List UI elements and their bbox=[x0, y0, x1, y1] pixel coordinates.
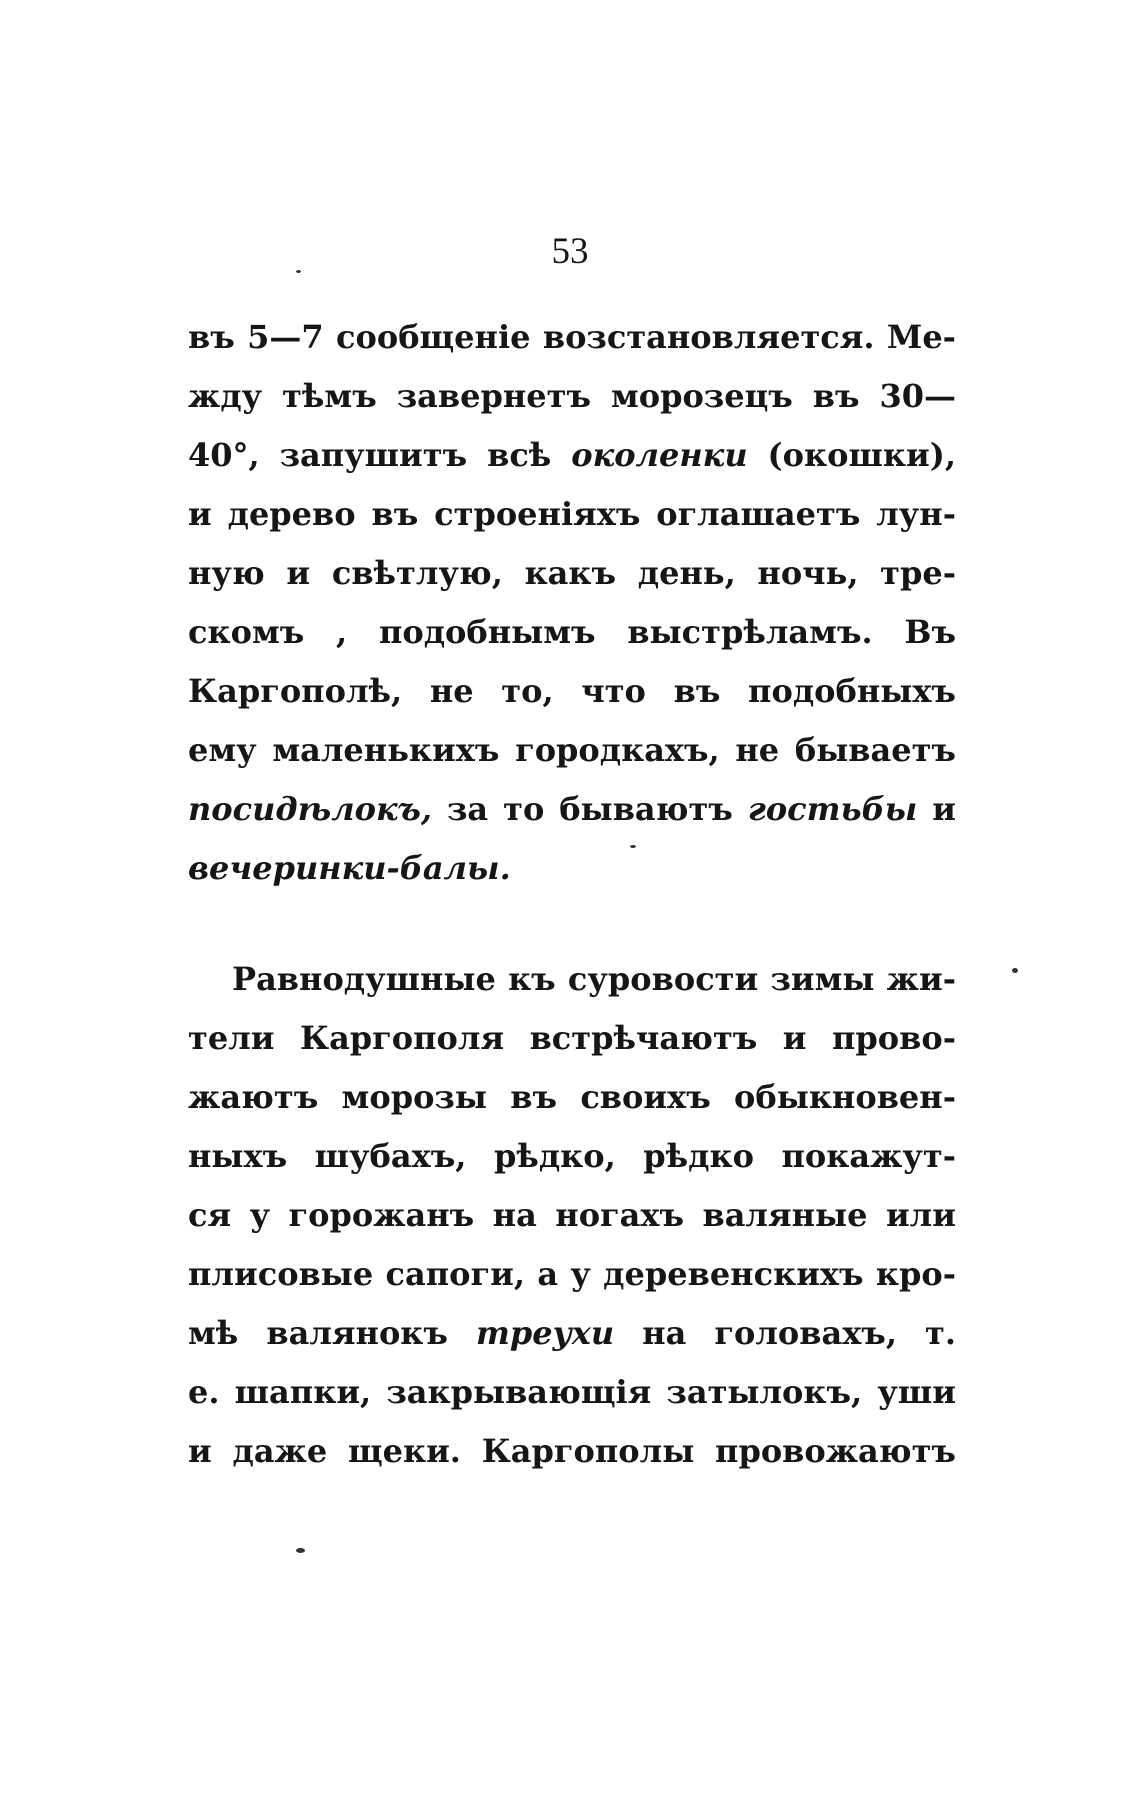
text-line bbox=[188, 603, 956, 662]
text-line bbox=[188, 1363, 956, 1422]
word: жду bbox=[188, 377, 263, 415]
word: и bbox=[188, 1432, 212, 1470]
word: 30— bbox=[879, 377, 956, 415]
word: лун- bbox=[876, 495, 956, 533]
word: даже bbox=[232, 1432, 328, 1470]
word: бываетъ bbox=[794, 731, 956, 769]
word: провожаютъ bbox=[715, 1432, 956, 1470]
word: и bbox=[286, 554, 311, 592]
text-line bbox=[188, 1422, 956, 1481]
word: покажут- bbox=[781, 1137, 956, 1175]
word: ему bbox=[188, 731, 257, 769]
italic-word: околенки bbox=[571, 436, 748, 474]
word: сообщеніе bbox=[336, 318, 531, 356]
word: подобныхъ bbox=[748, 672, 956, 710]
word: , bbox=[336, 613, 348, 651]
word: е. bbox=[188, 1373, 220, 1411]
word: бываютъ bbox=[559, 790, 733, 828]
word: Ме- bbox=[886, 318, 956, 356]
text-line bbox=[188, 721, 956, 780]
word: морозецъ bbox=[610, 377, 793, 415]
word: прово- bbox=[832, 1019, 956, 1057]
word: жаютъ bbox=[188, 1078, 319, 1116]
word: мѣ bbox=[188, 1314, 239, 1352]
print-speck bbox=[630, 845, 636, 848]
word: ногахъ bbox=[555, 1196, 684, 1234]
italic-word: посидѣлокъ, bbox=[188, 790, 433, 828]
word: у bbox=[570, 1255, 591, 1293]
word: жи- bbox=[886, 960, 956, 998]
word: и bbox=[932, 790, 956, 828]
word: въ bbox=[673, 672, 721, 710]
word: плисовые bbox=[188, 1255, 374, 1293]
word: рѣдко bbox=[643, 1137, 754, 1175]
text-line bbox=[188, 1245, 956, 1304]
word: суровости bbox=[567, 960, 759, 998]
text-line bbox=[188, 1186, 956, 1245]
word: обыкновен- bbox=[734, 1078, 956, 1116]
word: какъ bbox=[524, 554, 617, 592]
word: затылокъ, bbox=[666, 1373, 863, 1411]
italic-word: треухи bbox=[476, 1314, 615, 1352]
text-line bbox=[188, 1304, 956, 1363]
word: завернетъ bbox=[396, 377, 591, 415]
word: городкахъ, bbox=[515, 731, 720, 769]
word: или bbox=[885, 1196, 956, 1234]
word: Каргополы bbox=[481, 1432, 695, 1470]
word: дерево bbox=[227, 495, 356, 533]
word: зимы bbox=[770, 960, 875, 998]
word: деревенскихъ bbox=[603, 1255, 864, 1293]
word: ночь, bbox=[757, 554, 859, 592]
italic-word: гостьбы bbox=[747, 790, 918, 828]
word: то bbox=[503, 790, 545, 828]
word: ныхъ bbox=[188, 1137, 288, 1175]
word: и bbox=[782, 1019, 807, 1057]
page-number: 53 bbox=[551, 231, 589, 272]
word: 40°, bbox=[188, 436, 260, 474]
word: Равнодушные bbox=[232, 960, 496, 998]
word: въ bbox=[510, 1078, 557, 1116]
word: подобнымъ bbox=[378, 613, 596, 651]
word: уши bbox=[877, 1373, 956, 1411]
text-line bbox=[188, 1009, 956, 1068]
word: оглашаетъ bbox=[656, 495, 861, 533]
word: тѣмъ bbox=[282, 377, 377, 415]
word: что bbox=[581, 672, 646, 710]
word: въ bbox=[812, 377, 860, 415]
word: возстановляется. bbox=[542, 318, 875, 356]
word: не bbox=[429, 672, 474, 710]
italic-word: вечеринки-балы. bbox=[188, 849, 511, 887]
word: тели bbox=[188, 1019, 275, 1057]
word: валяные bbox=[702, 1196, 868, 1234]
word: 5—7 bbox=[247, 318, 324, 356]
text-line bbox=[188, 544, 956, 603]
text-line bbox=[188, 1068, 956, 1127]
word: Въ bbox=[904, 613, 956, 651]
text-line bbox=[188, 485, 956, 544]
word: скомъ bbox=[188, 613, 305, 651]
word: горожанъ bbox=[288, 1196, 475, 1234]
text-line bbox=[188, 367, 956, 426]
word: день, bbox=[637, 554, 736, 592]
word: маленькихъ bbox=[272, 731, 500, 769]
word: (окошки), bbox=[767, 436, 956, 474]
word: сапоги, bbox=[385, 1255, 525, 1293]
word: запушитъ bbox=[279, 436, 468, 474]
word: морозы bbox=[341, 1078, 487, 1116]
word: валянокъ bbox=[266, 1314, 448, 1352]
print-speck bbox=[1012, 968, 1018, 973]
word: своихъ bbox=[580, 1078, 711, 1116]
word: на bbox=[642, 1314, 687, 1352]
word: встрѣчаютъ bbox=[529, 1019, 758, 1057]
print-speck bbox=[296, 270, 301, 273]
word: рѣдко, bbox=[493, 1137, 616, 1175]
word: свѣтлую, bbox=[331, 554, 503, 592]
word: къ bbox=[508, 960, 556, 998]
word: ся bbox=[188, 1196, 232, 1234]
word: у bbox=[249, 1196, 271, 1234]
text-line bbox=[188, 839, 956, 898]
word: кро- bbox=[875, 1255, 956, 1293]
word: тре- bbox=[880, 554, 956, 592]
paragraph-2 bbox=[188, 950, 956, 1481]
word: за bbox=[447, 790, 489, 828]
word: въ bbox=[188, 318, 235, 356]
text-line bbox=[188, 308, 956, 367]
word: строеніяхъ bbox=[434, 495, 641, 533]
paragraph-1 bbox=[188, 308, 956, 898]
word: на bbox=[492, 1196, 537, 1234]
word: головахъ, bbox=[714, 1314, 897, 1352]
word: выстрѣламъ. bbox=[627, 613, 873, 651]
word: шубахъ, bbox=[314, 1137, 467, 1175]
word: ную bbox=[188, 554, 265, 592]
text-line bbox=[188, 662, 956, 721]
word: въ bbox=[371, 495, 419, 533]
word: Каргополѣ, bbox=[188, 672, 403, 710]
word: Каргополя bbox=[299, 1019, 505, 1057]
text-line bbox=[188, 1127, 956, 1186]
text-line bbox=[188, 950, 956, 1009]
word: а bbox=[537, 1255, 559, 1293]
print-speck bbox=[296, 1548, 305, 1553]
word: закрывающія bbox=[386, 1373, 652, 1411]
word: то, bbox=[501, 672, 554, 710]
word: и bbox=[188, 495, 212, 533]
text-line bbox=[188, 426, 956, 485]
word: всѣ bbox=[487, 436, 552, 474]
word: шапки, bbox=[234, 1373, 372, 1411]
text-line bbox=[188, 780, 956, 839]
word: щеки. bbox=[347, 1432, 461, 1470]
word: т. bbox=[925, 1314, 956, 1352]
word: не bbox=[735, 731, 780, 769]
